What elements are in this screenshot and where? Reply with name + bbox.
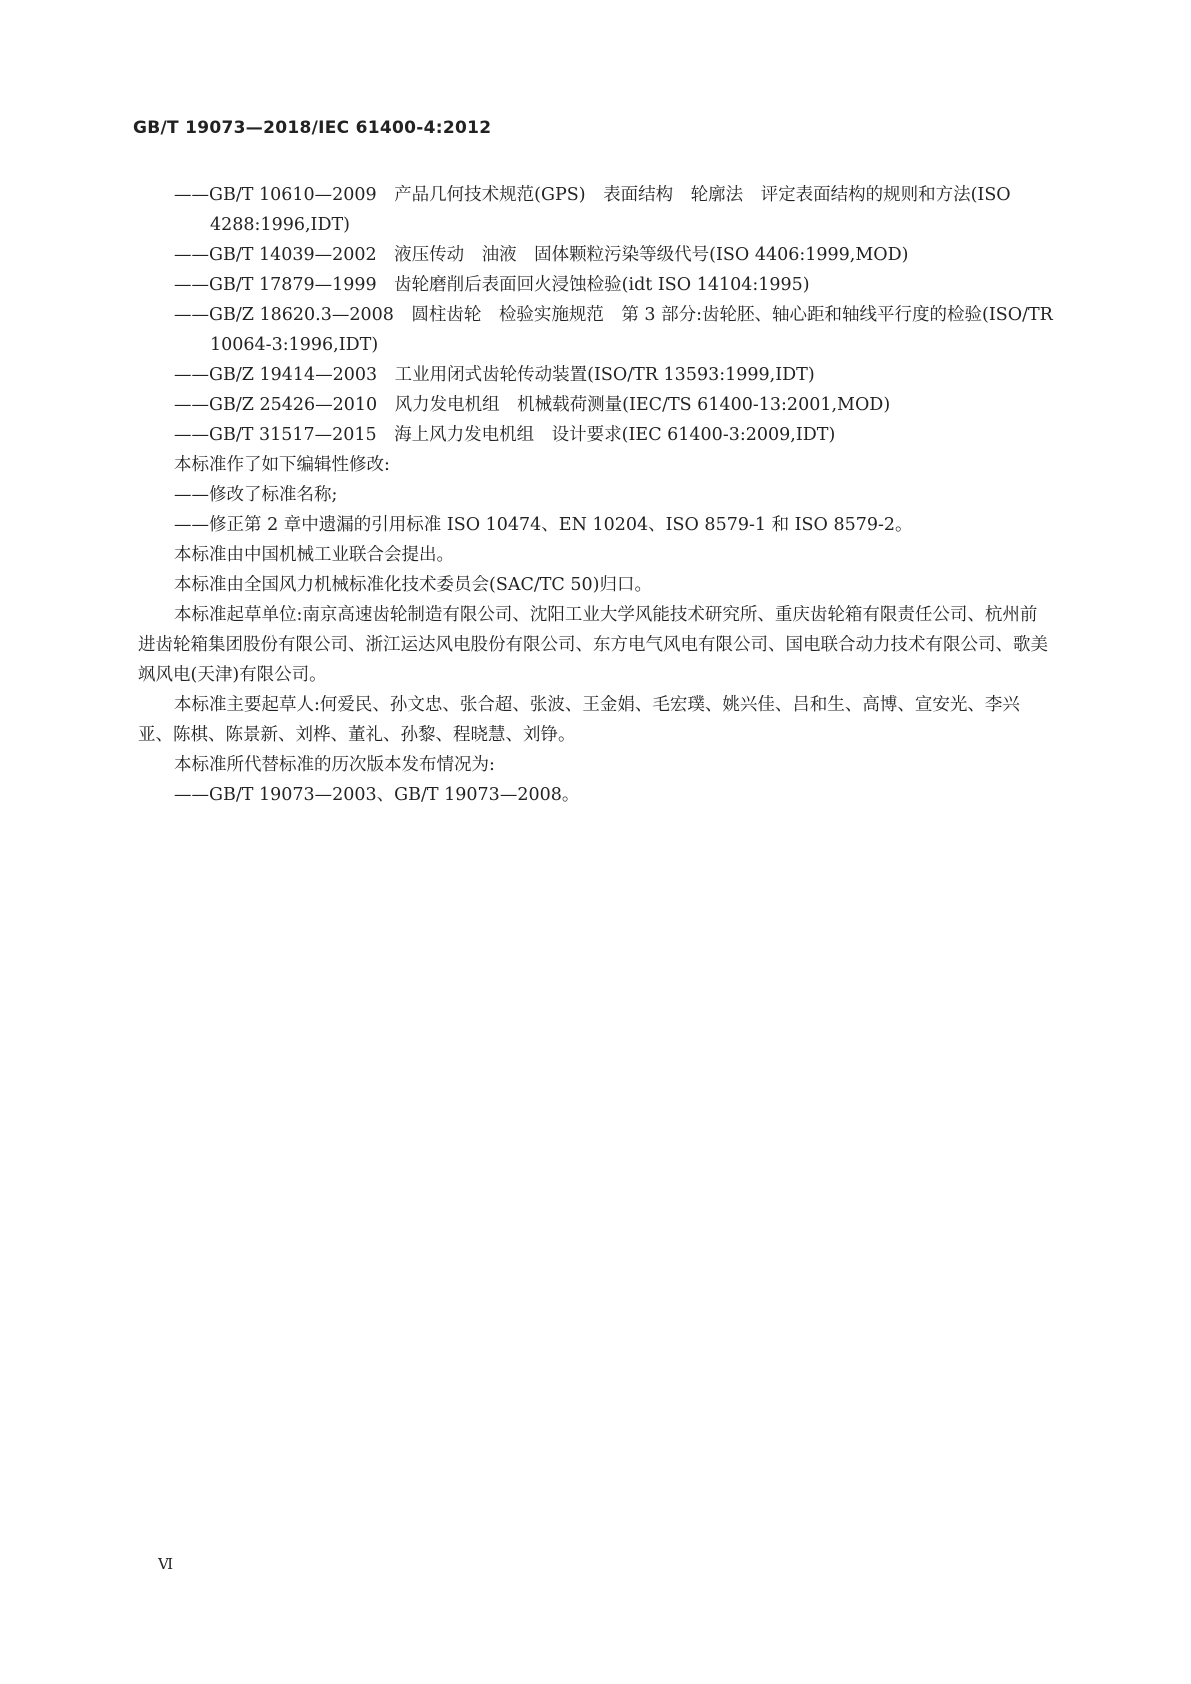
drafters-paragraph: 本标准主要起草人:何爱民、孙文忠、张合超、张波、王金娟、毛宏璞、姚兴佳、吕和生、高博、宣安光、李兴亚、陈棋、陈景新、刘桦、董礼、孙黎、程晓慧、刘铮。 [138,695,1020,745]
page-body [138,180,1054,810]
reference-item: ——GB/Z 19414—2003 工业用闭式齿轮传动装置(ISO/TR 13593:1999,IDT) [174,365,815,385]
editorial-item: ——修正第 2 章中遗漏的引用标准 ISO 10474、EN 10204、ISO 8579-1 和 ISO 8579-2。 [174,515,913,535]
editorial-item: ——修改了标准名称; [174,485,338,505]
page-number: Ⅵ [158,1555,174,1573]
reference-item: ——GB/T 14039—2002 液压传动 油液 固体颗粒污染等级代号(ISO 4406:1999,MOD) [174,245,909,265]
history-item: ——GB/T 19073—2003、GB/T 19073—2008。 [174,785,580,805]
reference-item: ——GB/T 31517—2015 海上风力发电机组 设计要求(IEC 61400-3:2009,IDT) [174,425,836,445]
reference-item: ——GB/Z 18620.3—2008 圆柱齿轮 检验实施规范 第 3 部分:齿轮胚、轴心距和轴线平行度的检验(ISO/TR 10064-3:1996,IDT) [174,305,1053,355]
editorial-intro: 本标准作了如下编辑性修改: [174,455,390,475]
proposed-by-paragraph: 本标准由中国机械工业联合会提出。 [174,545,454,565]
standard-number-header: GB/T 19073—2018/IEC 61400-4:2012 [133,118,492,138]
drafting-units-paragraph: 本标准起草单位:南京高速齿轮制造有限公司、沈阳工业大学风能技术研究所、重庆齿轮箱有限责任公司、杭州前进齿轮箱集团股份有限公司、浙江运达风电股份有限公司、东方电气风电有限公司、国电联合动力技术有限公司、歌美飒风电(天津)有限公司。 [138,605,1048,685]
centralized-by-paragraph: 本标准由全国风力机械标准化技术委员会(SAC/TC 50)归口。 [174,575,652,595]
reference-item: ——GB/T 17879—1999 齿轮磨削后表面回火浸蚀检验(idt ISO 14104:1995) [174,275,810,295]
history-intro: 本标准所代替标准的历次版本发布情况为: [174,755,495,775]
reference-item: ——GB/T 10610—2009 产品几何技术规范(GPS) 表面结构 轮廓法 评定表面结构的规则和方法(ISO 4288:1996,IDT) [174,185,1011,235]
reference-item: ——GB/Z 25426—2010 风力发电机组 机械载荷测量(IEC/TS 61400-13:2001,MOD) [174,395,891,415]
